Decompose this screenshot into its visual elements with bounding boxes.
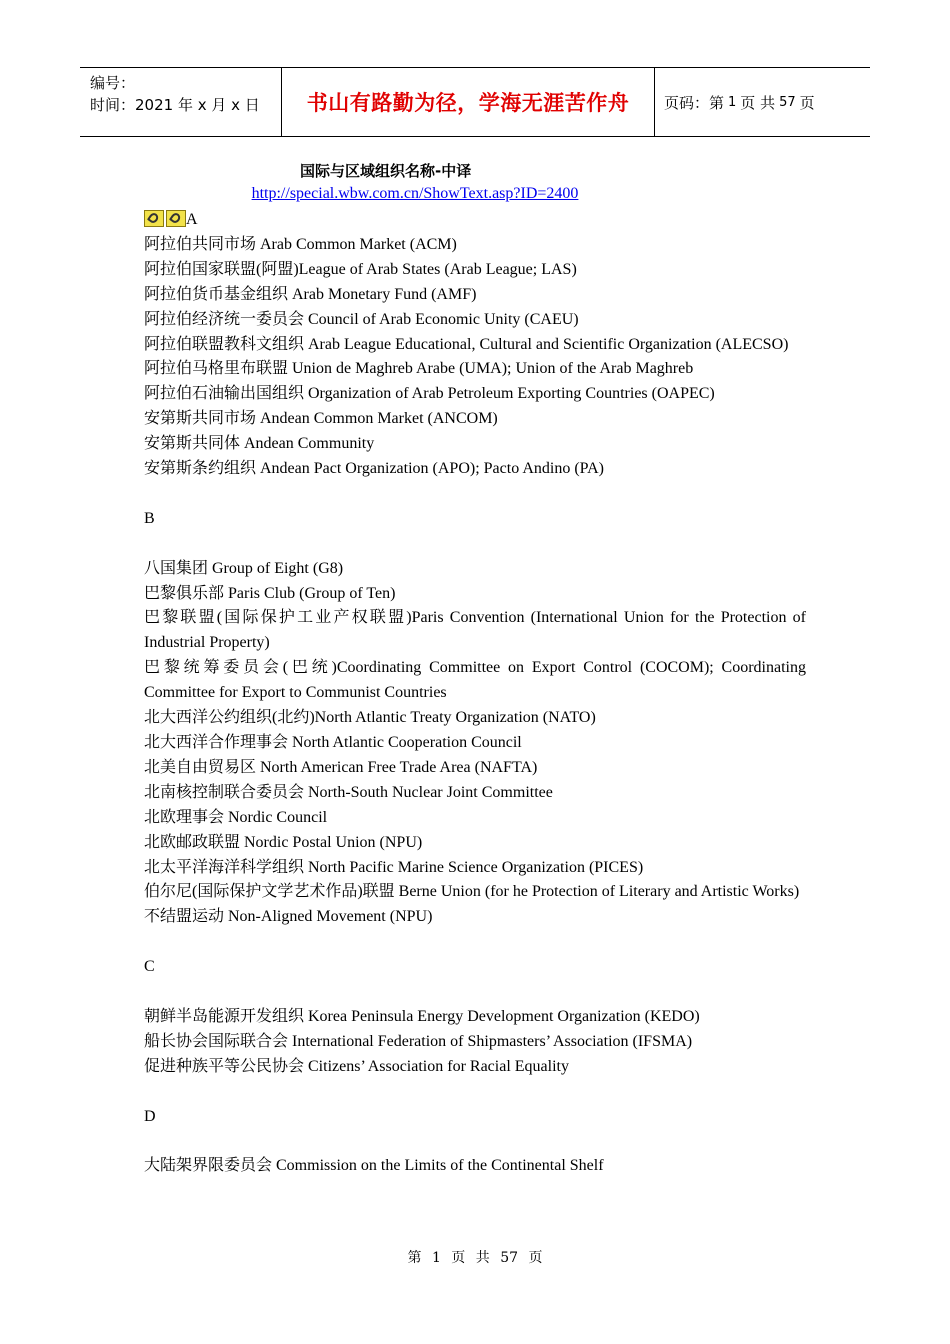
organization-entry: 巴黎联盟(国际保护工业产权联盟)Paris Convention (International Union for the Protection of Industrial Property) — [144, 609, 806, 652]
organization-entry: 阿拉伯经济统一委员会 Council of Arab Economic Unity (CAEU) — [144, 310, 579, 328]
header-info-cell — [80, 68, 281, 136]
blank-line — [144, 1080, 806, 1105]
organization-entry: 北美自由贸易区 North American Free Trade Area (NAFTA) — [144, 758, 538, 776]
link-image-icon[interactable] — [144, 210, 164, 227]
time-label: 时间：2021 年 x 月 x 日 — [90, 96, 260, 114]
blank-line — [144, 482, 806, 507]
section-letter: C — [144, 958, 155, 976]
organization-entry: 安第斯共同体 Andean Community — [144, 435, 375, 453]
organization-entry: 北大西洋公约组织(北约)North Atlantic Treaty Organization (NATO) — [144, 709, 596, 727]
blank-line — [144, 930, 806, 955]
motto-cell — [281, 68, 655, 136]
organization-entry: 船长协会国际联合会 International Federation of Shipmasters’ Association (IFSMA) — [144, 1032, 693, 1050]
section-heading — [144, 955, 806, 980]
organization-entry: 北大西洋合作理事会 North Atlantic Cooperation Council — [144, 734, 522, 751]
page-number-cell — [655, 68, 870, 136]
organization-entry: 巴黎俱乐部 Paris Club (Group of Ten) — [144, 584, 396, 602]
page-total: 57 — [779, 94, 796, 110]
organization-entry: 安第斯共同市场 Andean Common Market (ANCOM) — [144, 410, 498, 428]
organization-entry: 阿拉伯马格里布联盟 Union de Maghreb Arabe (UMA); Union of the Arab Maghreb — [144, 360, 694, 378]
organization-entry: 阿拉伯联盟教科文组织 Arab League Educational, Cultural and Scientific Organization (ALECSO) — [144, 335, 789, 353]
organization-entry: 不结盟运动 Non-Aligned Movement (NPU) — [144, 908, 433, 926]
organization-entry: 北太平洋海洋科学组织 North Pacific Marine Science Organization (PICES) — [144, 858, 644, 876]
organization-entry: 朝鲜半岛能源开发组织 Korea Peninsula Energy Development Organization (KEDO) — [144, 1007, 700, 1025]
page-prefix: 页码：第 — [664, 93, 725, 112]
header-table — [80, 67, 870, 137]
organization-entry: 阿拉伯共同市场 Arab Common Market (ACM) — [144, 235, 457, 253]
source-link[interactable]: http://special.wbw.com.cn/ShowText.asp?ID=2400 — [251, 185, 579, 202]
organization-entry: 北南核控制联合委员会 North-South Nuclear Joint Committee — [144, 783, 553, 801]
document-body — [144, 208, 806, 1179]
page-suffix: 页 — [799, 93, 815, 112]
organization-entry: 安第斯条约组织 Andean Pact Organization (APO); Pacto Andino (PA) — [144, 460, 604, 478]
section-letter: B — [144, 509, 155, 527]
document-title: 国际与区域组织名称-中译 — [300, 162, 472, 180]
organization-entry: 阿拉伯石油输出国组织 Organization of Arab Petroleum Exporting Countries (OAPEC) — [144, 385, 715, 403]
number-label: 编号： — [90, 74, 136, 92]
organization-entry: 伯尔尼(国际保护文学艺术作品)联盟 Berne Union (for he Protection of Literary and Artistic Works) — [144, 883, 800, 901]
page-mid: 页 共 — [740, 93, 776, 112]
section-heading — [144, 1105, 806, 1130]
organization-entry: 阿拉伯货币基金组织 Arab Monetary Fund (AMF) — [144, 285, 477, 303]
section-heading — [144, 208, 806, 233]
organization-entry: 北欧理事会 Nordic Council — [144, 808, 328, 826]
organization-entry: 大陆架界限委员会 Commission on the Limits of the Continental Shelf — [144, 1157, 604, 1175]
blank-line — [144, 532, 806, 557]
section-heading — [144, 507, 806, 532]
link-image-icon[interactable] — [166, 210, 186, 227]
organization-entry: 促进种族平等公民协会 Citizens’ Association for Racial Equality — [144, 1057, 569, 1075]
page-footer: 第 1 页 共 57 页 — [407, 1250, 543, 1266]
toolbar-icons — [144, 210, 186, 227]
organization-entry: 阿拉伯国家联盟(阿盟)League of Arab States (Arab League; LAS) — [144, 260, 577, 278]
blank-line — [144, 980, 806, 1005]
organization-entry: 巴黎统筹委员会(巴统)Coordinating Committee on Export Control (COCOM); Coordinating Committee for Export to Communist Countries — [144, 659, 806, 702]
section-letter: A — [186, 211, 198, 228]
organization-entry: 北欧邮政联盟 Nordic Postal Union (NPU) — [144, 833, 423, 851]
motto-text: 书山有路勤为径，学海无涯苦作舟 — [306, 91, 630, 115]
organization-entry: 八国集团 Group of Eight (G8) — [144, 559, 344, 577]
page-current: 1 — [728, 94, 737, 110]
section-letter: D — [144, 1107, 156, 1125]
blank-line — [144, 1129, 806, 1154]
